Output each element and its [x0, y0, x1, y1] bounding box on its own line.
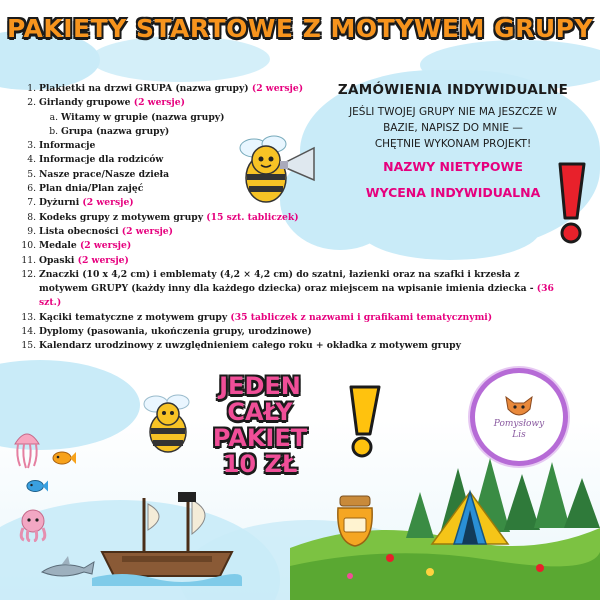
list-subitem: a. Witamy w grupie (nazwa grupy): [49, 111, 225, 123]
honey-jar-icon: [334, 494, 376, 548]
panel-body-line: JEŚLI TWOJEJ GRUPY NIE MA JESZCZE W: [349, 106, 557, 118]
list-subitem: b. Grupa (nazwa grupy): [49, 125, 170, 137]
list-item: 5. Nasze prace/Nasze dzieła: [27, 168, 170, 180]
camping-tent-icon: [430, 488, 510, 548]
list-item: 15. Kalendarz urodzinowy z uwzględnieniem całego roku + okładka z motywem grupy: [21, 340, 461, 352]
list-item: 11. Opaski (2 wersje): [21, 254, 129, 266]
panel-pink-line: NAZWY NIETYPOWE: [383, 159, 523, 174]
list-item: 3. Informacje: [27, 140, 96, 152]
list-item: 8. Kodeks grupy z motywem grupy (15 szt. tabliczek): [27, 211, 299, 223]
list-item: 14. Dyplomy (pasowania, ukończenia grupy, urodzinowe): [21, 326, 312, 338]
shark-icon: [40, 556, 96, 582]
bee-icon: [138, 390, 198, 456]
list-item: 10. Medale (2 wersje): [21, 240, 132, 252]
bee-megaphone-icon: [232, 130, 328, 208]
panel-heading: ZAMÓWIENIA INDYWIDUALNE: [337, 82, 569, 98]
list-item: 9. Lista obecności (2 wersje): [27, 225, 174, 237]
list-item: 13. Kąciki tematyczne z motywem grupy (35 tabliczek z nazwami i grafikami tematycznymi): [21, 311, 493, 323]
offer-line: CAŁY: [227, 398, 293, 426]
logo-line: Lis: [512, 430, 526, 440]
panel-body-line: CHĘTNIE WYKONAM PROJEKT!: [374, 138, 532, 150]
jellyfish-icon: [12, 428, 42, 470]
octopus-icon: [16, 508, 50, 542]
panel-pink-text: [318, 154, 588, 206]
list-item: 2. Girlandy grupowe (2 wersje): [27, 97, 185, 109]
logo-line: Pomysłowy: [493, 419, 545, 429]
panel-body: [318, 104, 588, 152]
fish-icon: [26, 478, 48, 494]
page-title: PAKIETY STARTOWE Z MOTYWEM GRUPY: [6, 14, 594, 43]
offer-line: 10 ZŁ: [222, 450, 298, 478]
list-item: 7. Dyżurni (2 wersje): [27, 197, 134, 209]
pirate-ship-icon: [92, 490, 242, 586]
panel-body-line: BAZIE, NAPISZ DO MNIE —: [383, 122, 523, 134]
list-item: 6. Plan dnia/Plan zajęć: [27, 183, 144, 195]
offer-line: PAKIET: [212, 424, 308, 452]
panel-pink-line: WYCENA INDYWIDUALNA: [365, 185, 541, 200]
list-item: 1. Plakietki na drzwi GRUPA (nazwa grupy) (2 wersje): [27, 83, 304, 94]
list-item: 4. Informacje dla rodziców: [27, 154, 164, 166]
custom-order-panel: [318, 82, 588, 206]
fish-icon: [52, 450, 76, 466]
list-item: 12. Znaczki (10 x 4,2 cm) i emblematy (4,2 × 4,2 cm) do szatni, łazienki oraz na szafki i krzesła z motywem GRUPY (każdy inny dla każdego dziecka) oraz miejscem na wpisanie imienia dziecka - (36 szt.): [21, 268, 554, 309]
offer-line: JEDEN: [219, 372, 301, 400]
fox-logo-icon: [502, 393, 536, 419]
exclamation-icon: [554, 160, 588, 246]
